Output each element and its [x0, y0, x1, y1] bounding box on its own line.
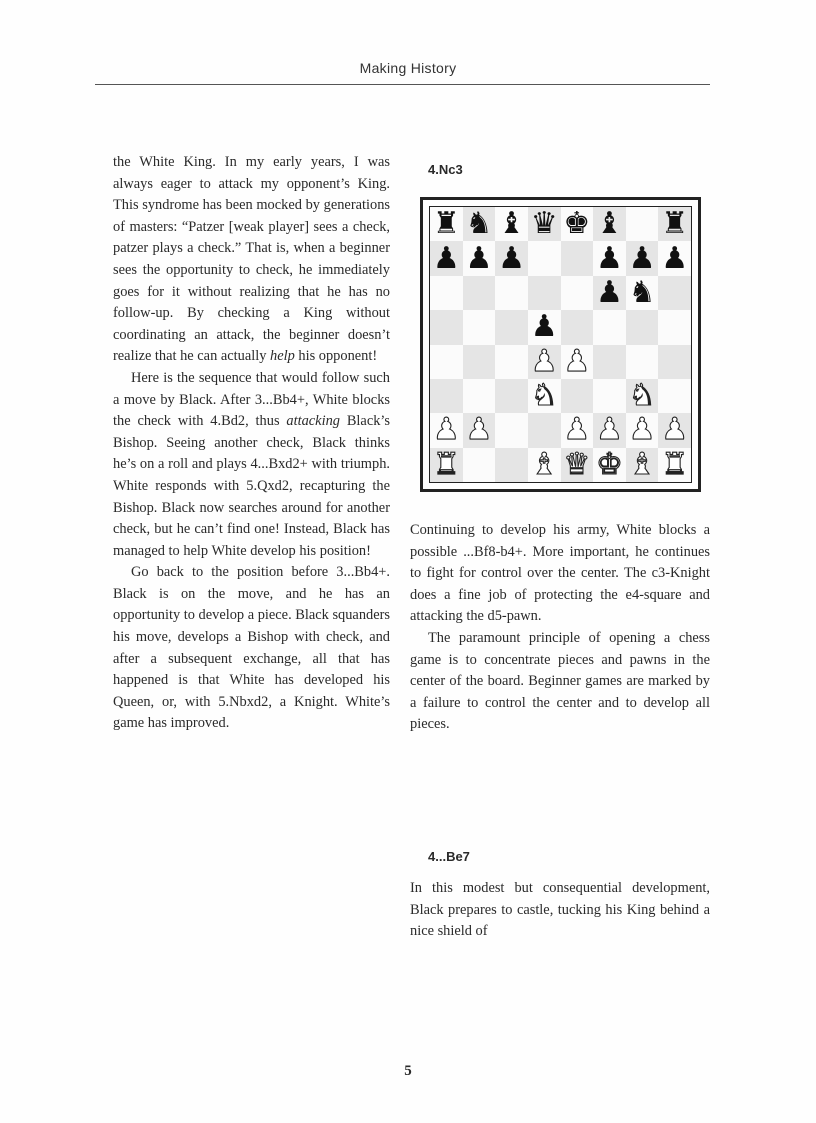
board-square: [495, 413, 528, 447]
black-knight-icon: ♞: [465, 206, 493, 242]
black-pawn-icon: ♟: [432, 240, 460, 276]
emphasis: attacking: [286, 413, 340, 430]
board-square: [593, 345, 626, 379]
board-square: [463, 379, 496, 413]
header-rule: [95, 84, 710, 85]
board-square: [495, 310, 528, 344]
board-square: [463, 207, 496, 241]
board-square: [528, 310, 561, 344]
black-bishop-icon: ♝: [595, 206, 623, 242]
board-square: [495, 276, 528, 310]
text-run: Go back to the position before 3...Bb4+. Black is on the move, and he has an opportunity to develop a piece. Black squanders his move, develops a Bishop with check, and after a subsequent exchange, all that has happened is that White has developed his Queen, or, with 5.Nbxd2, a Knight. White’s game has improved.: [113, 564, 390, 732]
board-square: [528, 448, 561, 482]
text-run: his opponent!: [294, 348, 378, 365]
white-knight-icon: ♞: [628, 378, 656, 414]
white-pawn-icon: ♟: [563, 412, 591, 448]
black-bishop-icon: ♝: [498, 206, 526, 242]
running-header: Making History: [359, 60, 457, 76]
board-square: [463, 345, 496, 379]
paragraph: [113, 562, 390, 735]
white-pawn-icon: ♟: [628, 412, 656, 448]
board-square: [561, 310, 594, 344]
board-square: [626, 448, 659, 482]
board-square: [593, 448, 626, 482]
black-king-icon: ♚: [563, 206, 591, 242]
black-pawn-icon: ♟: [595, 240, 623, 276]
board-square: [528, 413, 561, 447]
board-square: [561, 276, 594, 310]
board-square: [658, 310, 691, 344]
black-rook-icon: ♜: [661, 206, 689, 242]
board-square: [495, 345, 528, 379]
board-square: [658, 379, 691, 413]
white-king-icon: ♚: [595, 446, 623, 482]
board-square: [593, 207, 626, 241]
board-square: [561, 241, 594, 275]
board-square: [658, 276, 691, 310]
board-square: [430, 379, 463, 413]
white-queen-icon: ♛: [563, 446, 591, 482]
board-square: [430, 448, 463, 482]
board-square: [495, 379, 528, 413]
black-pawn-icon: ♟: [661, 240, 689, 276]
text-run: Black’s Bishop. Seeing another check, Black thinks he’s on a roll and plays 4...Bxd2+ with triumph. White responds with 5.Qxd2, recapturing the Bishop. Black now searches around for another check, but he can’t find one! Instead, Black has managed to help White develop his position!: [113, 413, 390, 559]
board-square: [626, 241, 659, 275]
board-square: [593, 241, 626, 275]
emphasis: help: [270, 348, 295, 365]
paragraph: Continuing to develop his army, White blocks a possible ...Bf8-b4+. More important, he continues to fight for control over the center. The c3-Knight does a fine job of protecting the e4-square and attacking the d5-pawn.: [410, 522, 710, 625]
board-square: [658, 413, 691, 447]
right-text-continuation: [410, 878, 710, 943]
white-pawn-icon: ♟: [432, 412, 460, 448]
board-square: [593, 379, 626, 413]
black-pawn-icon: ♟: [530, 309, 558, 345]
paragraph: In this modest but consequential development, Black prepares to castle, tucking his King behind a nice shield of: [410, 880, 710, 940]
black-pawn-icon: ♟: [498, 240, 526, 276]
board-square: [463, 448, 496, 482]
black-queen-icon: ♛: [530, 206, 558, 242]
board-square: [626, 379, 659, 413]
chess-diagram: [420, 197, 701, 492]
board-square: [593, 310, 626, 344]
board-square: [430, 276, 463, 310]
board-square: [626, 207, 659, 241]
right-text-column: [410, 520, 710, 736]
white-pawn-icon: ♟: [465, 412, 493, 448]
board-square: [528, 241, 561, 275]
board-square: [593, 413, 626, 447]
board-square: [626, 413, 659, 447]
white-pawn-icon: ♟: [530, 343, 558, 379]
white-knight-icon: ♞: [530, 378, 558, 414]
white-rook-icon: ♜: [432, 446, 460, 482]
chess-board: [429, 206, 692, 483]
move-heading-nc3: 4.Nc3: [428, 162, 463, 177]
board-square: [430, 345, 463, 379]
board-square: [626, 345, 659, 379]
paragraph: The paramount principle of opening a chess game is to concentrate pieces and pawns in the center of the board. Beginner games are marked by a failure to control the center and to develop all pieces.: [410, 629, 710, 733]
text-run: Here is the sequence that would follow such a move by Black. After 3...Bb4+, White blocks the check with 4.Bd2, thus: [113, 369, 390, 430]
board-square: [528, 345, 561, 379]
black-pawn-icon: ♟: [465, 240, 493, 276]
board-square: [658, 345, 691, 379]
board-square: [463, 241, 496, 275]
board-square: [528, 276, 561, 310]
board-square: [561, 448, 594, 482]
paragraph: [113, 368, 390, 562]
board-square: [495, 207, 528, 241]
board-square: [626, 310, 659, 344]
board-square: [463, 310, 496, 344]
board-square: [561, 413, 594, 447]
board-square: [495, 448, 528, 482]
board-square: [593, 276, 626, 310]
board-square: [495, 241, 528, 275]
black-pawn-icon: ♟: [595, 274, 623, 310]
board-square: [528, 379, 561, 413]
left-text-column: [113, 152, 390, 735]
white-bishop-icon: ♝: [628, 446, 656, 482]
text-run: the White King. In my early years, I was always eager to attack my opponent’s King. This syndrome has been mocked by generations of masters: “Patzer [weak player] sees a check, patzer plays a check.” That is, when a beginner sees the opportunity to check, he immediately goes for it without realizing that he has no follow-up. By checking a King without coordinating an attack, the beginner doesn’t realize that he can actually: [113, 154, 390, 365]
black-rook-icon: ♜: [432, 206, 460, 242]
board-square: [463, 413, 496, 447]
board-square: [658, 207, 691, 241]
white-pawn-icon: ♟: [563, 343, 591, 379]
white-rook-icon: ♜: [661, 446, 689, 482]
board-square: [626, 276, 659, 310]
board-square: [561, 345, 594, 379]
white-pawn-icon: ♟: [595, 412, 623, 448]
white-bishop-icon: ♝: [530, 446, 558, 482]
board-square: [430, 413, 463, 447]
board-square: [658, 241, 691, 275]
black-pawn-icon: ♟: [628, 240, 656, 276]
paragraph: [113, 152, 390, 368]
board-square: [561, 379, 594, 413]
page-number: 5: [404, 1063, 412, 1079]
black-knight-icon: ♞: [628, 274, 656, 310]
board-square: [528, 207, 561, 241]
board-square: [430, 241, 463, 275]
board-square: [430, 310, 463, 344]
board-square: [463, 276, 496, 310]
board-square: [658, 448, 691, 482]
move-heading-be7: 4...Be7: [428, 849, 470, 864]
white-pawn-icon: ♟: [661, 412, 689, 448]
board-square: [430, 207, 463, 241]
board-square: [561, 207, 594, 241]
